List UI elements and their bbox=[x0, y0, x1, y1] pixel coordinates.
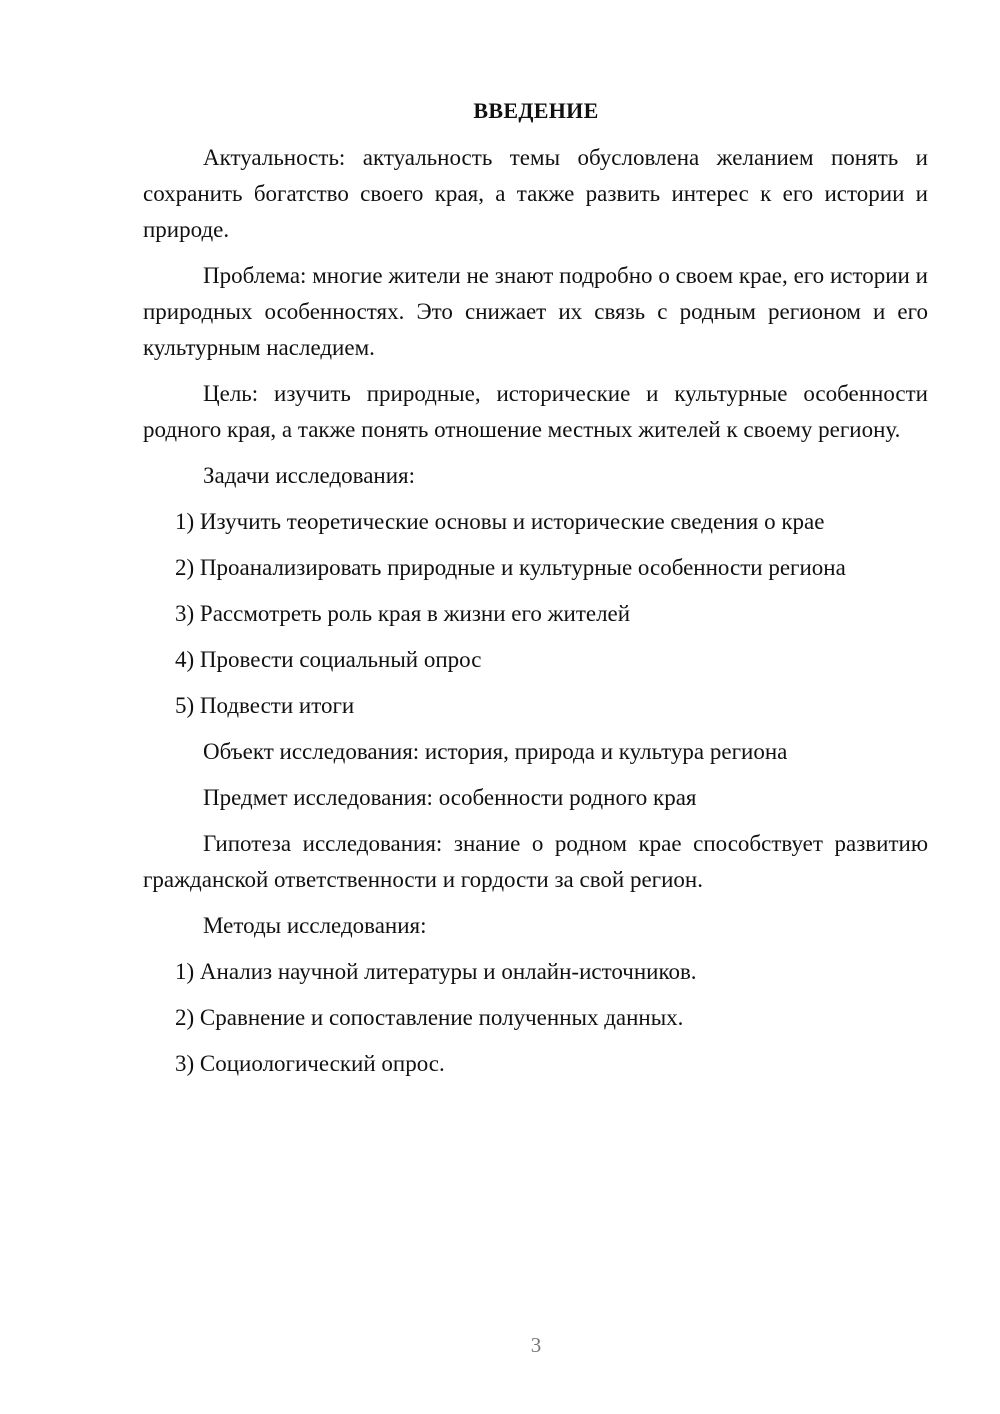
object-paragraph: Объект исследования: история, природа и культура региона bbox=[203, 739, 788, 764]
task-item: 1) Изучить теоретические основы и исторические сведения о крае bbox=[175, 509, 825, 534]
relevance-paragraph: Актуальность: актуальность темы обусловлена желанием понять и сохранить богатство своего края, а также развить интерес к его истории и природе. bbox=[143, 145, 928, 242]
method-item: 3) Социологический опрос. bbox=[175, 1051, 445, 1076]
goal-paragraph: Цель: изучить природные, исторические и культурные особенности родного края, а также понять отношение местных жителей к своему региону. bbox=[143, 381, 928, 442]
task-item: 2) Проанализировать природные и культурные особенности региона bbox=[175, 555, 846, 580]
subject-paragraph: Предмет исследования: особенности родного края bbox=[203, 785, 697, 810]
task-item: 5) Подвести итоги bbox=[175, 693, 355, 718]
tasks-title: Задачи исследования: bbox=[203, 463, 416, 488]
section-heading: ВВЕДЕНИЕ bbox=[473, 98, 599, 123]
methods-title: Методы исследования: bbox=[203, 913, 427, 938]
document-body bbox=[143, 140, 928, 1092]
method-item: 2) Сравнение и сопоставление полученных данных. bbox=[175, 1005, 684, 1030]
page-number: 3 bbox=[530, 1333, 542, 1357]
problem-paragraph: Проблема: многие жители не знают подробно о своем крае, его истории и природных особенностях. Это снижает их связь с родным регионом и его культурным наследием. bbox=[143, 263, 928, 360]
task-item: 3) Рассмотреть роль края в жизни его жителей bbox=[175, 601, 631, 626]
method-item: 1) Анализ научной литературы и онлайн-источников. bbox=[175, 959, 697, 984]
task-item: 4) Провести социальный опрос bbox=[175, 647, 482, 672]
hypothesis-paragraph: Гипотеза исследования: знание о родном крае способствует развитию гражданской ответственности и гордости за свой регион. bbox=[143, 831, 928, 892]
